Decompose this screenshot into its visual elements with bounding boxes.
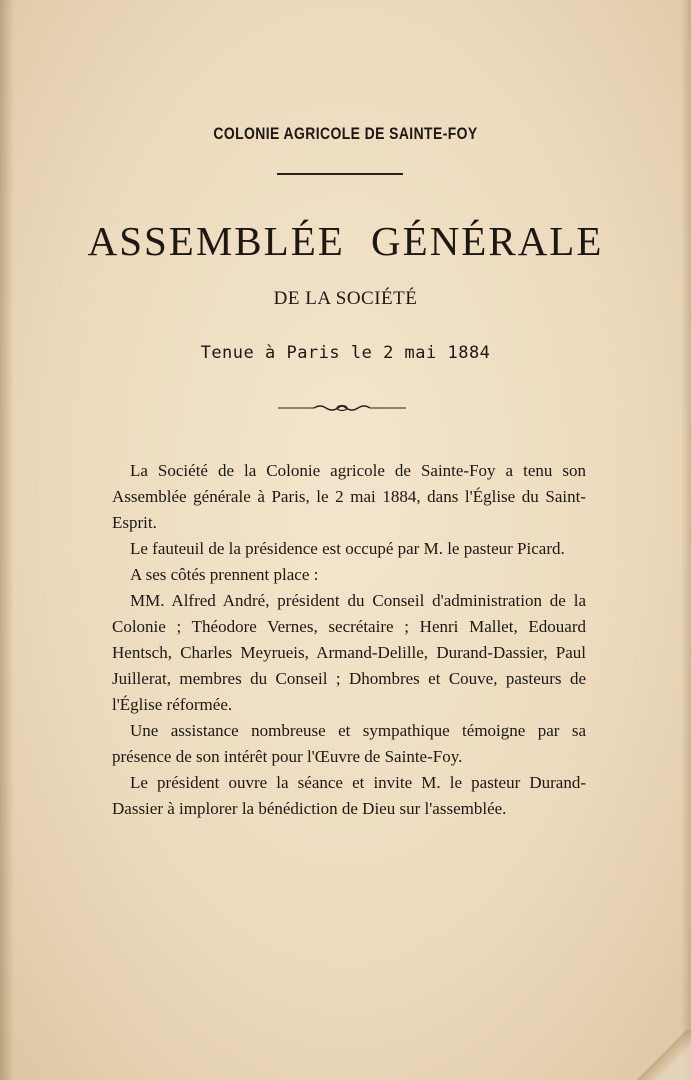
page-edge-shadow-right: [681, 0, 691, 1080]
paragraph: A ses côtés prennent place :: [130, 565, 319, 584]
paragraph: La Société de la Colonie agricole de Sainte-Foy a tenu son Assemblée générale à Paris, le 2 mai 1884, dans l'Église du Saint-Esprit.: [112, 461, 586, 532]
meeting-date-line: Tenue à Paris le 2 mai 1884: [200, 343, 491, 363]
paragraph: Le président ouvre la séance et invite M. le pasteur Durand-Dassier à implorer la bénédiction de Dieu sur l'assemblée.: [112, 773, 586, 818]
body-text: [112, 458, 586, 822]
header-rule: [277, 173, 403, 175]
page-title: ASSEMBLÉE GÉNÉRALE: [87, 218, 604, 264]
paragraph: Une assistance nombreuse et sympathique témoigne par sa présence de son intérêt pour l'Œuvre de Sainte-Foy.: [112, 721, 586, 766]
page-subtitle: DE LA SOCIÉTÉ: [273, 288, 418, 309]
paragraph: Le fauteuil de la présidence est occupé par M. le pasteur Picard.: [130, 539, 565, 558]
ornament-divider: [278, 398, 406, 418]
page-edge-shadow-left: [0, 0, 14, 1080]
page-corner-curl: [631, 1030, 691, 1080]
running-header: COLONIE AGRICOLE DE SAINTE-FOY: [213, 124, 478, 143]
paragraph: MM. Alfred André, président du Conseil d'administration de la Colonie ; Théodore Vernes, secrétaire ; Henri Mallet, Edouard Hentsch, Charles Meyrueis, Armand-Delille, Durand-Dassier, Paul Juillerat, membres du Conseil ; Dhombres et Couve, pasteurs de l'Église réformée.: [112, 591, 586, 714]
